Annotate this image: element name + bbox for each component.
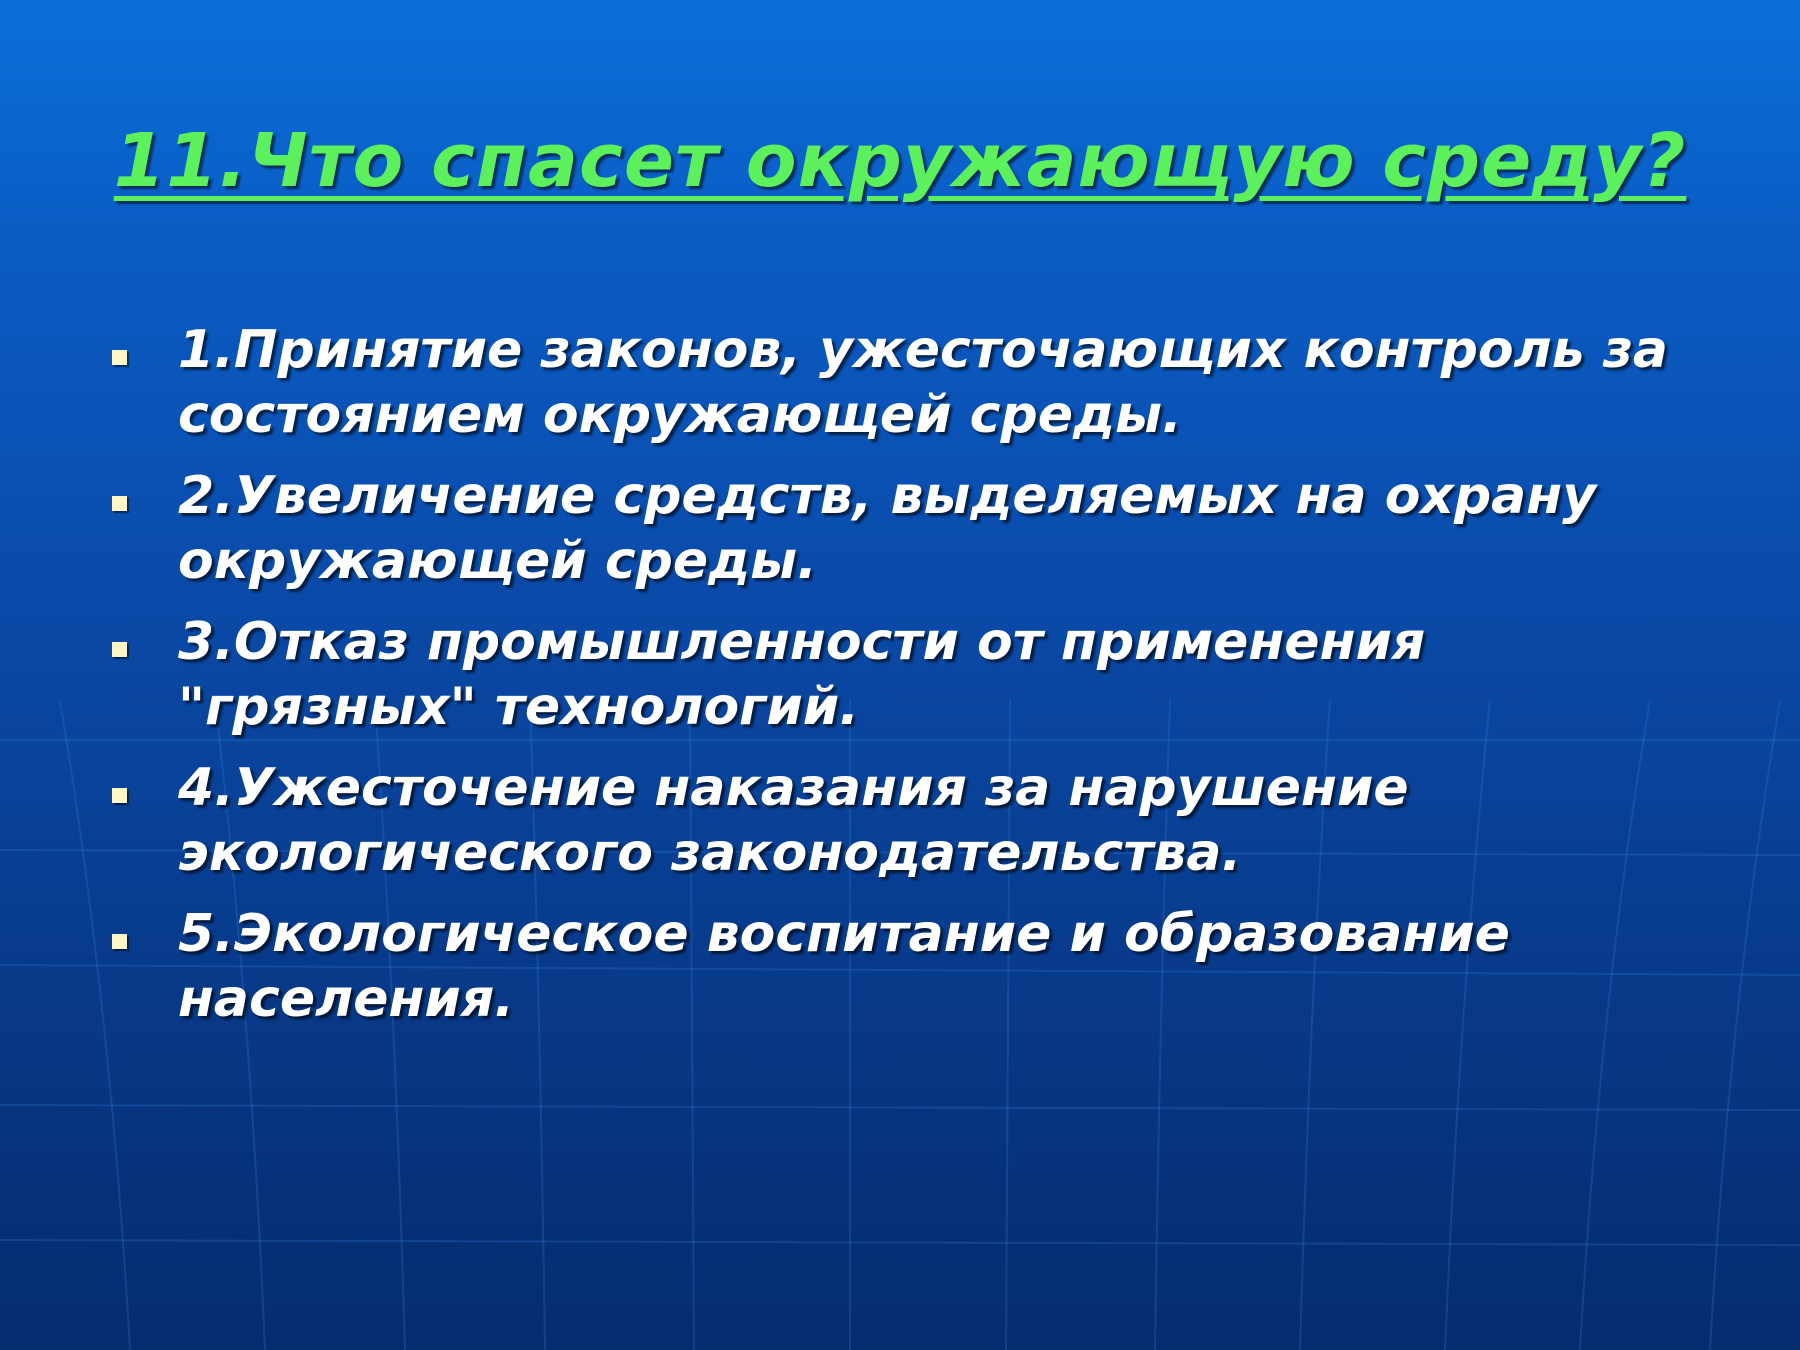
list-item-line-1: 4.Ужесточение наказания за нарушение: [178, 758, 1409, 818]
list-item: [100, 464, 1700, 594]
slide-title-text: 11.Что спасет окружающую среду?: [113, 118, 1687, 204]
list-item-line-1: 2.Увеличение средств, выделяемых на охрану: [178, 466, 1597, 526]
list-item-line-2: экологического законодательства.: [178, 823, 1242, 883]
list-item: [100, 756, 1700, 886]
square-bullet-icon: [112, 642, 127, 657]
list-item: [100, 318, 1700, 448]
list-item-line-1: 1.Принятие законов, ужесточающих контроль за: [178, 320, 1669, 380]
bullet-list: [100, 318, 1700, 1048]
square-bullet-icon: [112, 350, 127, 365]
list-item-line-1: 3.Отказ промышленности от применения: [178, 612, 1426, 672]
list-item-line-2: окружающей среды.: [178, 531, 817, 591]
list-item: [100, 610, 1700, 740]
square-bullet-icon: [112, 496, 127, 511]
list-item-line-1: 5.Экологическое воспитание и образование: [178, 904, 1510, 964]
square-bullet-icon: [112, 934, 127, 949]
list-item-line-2: "грязных" технологий.: [178, 677, 859, 737]
square-bullet-icon: [112, 788, 127, 803]
list-item: [100, 902, 1700, 1032]
list-item-line-2: состоянием окружающей среды.: [178, 385, 1182, 445]
slide-title: [0, 118, 1800, 204]
list-item-line-2: населения.: [178, 969, 514, 1029]
